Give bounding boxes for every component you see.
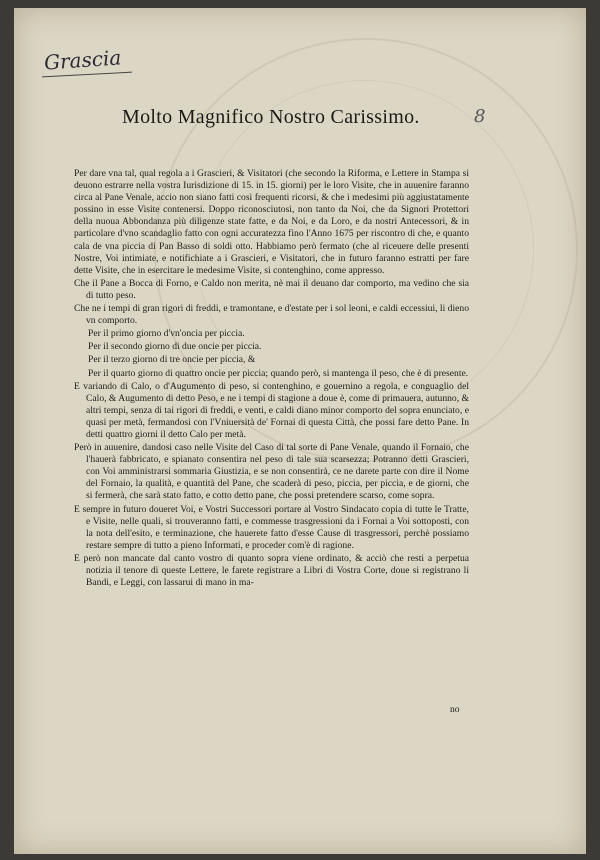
paragraph-5: E però non mancate dal canto vostro di quanto sopra viene ordinato, & acciò che resti a perpetua notizia il tenore di queste Lettere, le farete registrare a Libri di Vostra Corte, doue si registrano li Bandi, e Leggi, con lassarui di mano in ma- [74,552,469,589]
handwritten-signature: Grascia [43,45,122,75]
pencil-mark: 8 [474,106,486,127]
list-item: Per il secondo giorno di due oncie per piccia. [88,341,262,353]
list-item: Per il primo giorno d'vn'oncia per piccia. [88,328,245,340]
paragraph-4: E sempre in futuro doueret Voi, e Vostri Successori portare al Vostro Sindacato copia di tutte le Tratte, e Visite, nelle quali, si trouveranno fatti, e commesse trasgressioni da i Fornai a Voi sottoposti, con la nota dell'esito, e terminazione, che hauerete fatto d'esse Cause di trasgressori, perchè possiamo restare sempre di tutto a pieno Informati, e proceder com'è di ragione. [74,503,469,551]
list-item: Per il terzo giorno di tre oncie per piccia, & [88,354,256,366]
paragraph-3: Però in auuenire, dandosi caso nelle Visite del Caso di tal sorte di Pane Venale, quando il Fornaio, che l'hauerà fabbricato, e spianato consentira nel peso di tale sua scarsezza; Potranno detti Grascieri, con Voi amministrarsi sommaria Giustizia, e se non consentirà, ce ne darete parte con dire il Nome del Fornaio, la qualità, e quantità del Pane, che scaderà di peso, piccia, per piccia, e de giorni, che si fermerà, che sarà stato fatto, e cotto detto pane, che possi pretendere scarso, come sopra. [74,442,469,502]
paragraph-2: E variando di Calo, o d'Augumento di peso, si contenghino, e gouernino a regola, e conguaglio del Calo, & Augumento di detto Peso, e ne i tempi di stagione a doue è, come di primauera, autunno, & altri tempi, senza di tai rigori di freddi, e venti, e caldi diano minor comporto del sopra enunciato, e quasi per metà, fermandosi con l'Vniuersità de' Fornai di questa Città, che possi fare detto Pane. In detti quattro giorni il detto Calo per metà. [74,380,469,440]
document-sheet [14,8,586,854]
paragraph-intro: Per dare vna tal, qual regola a i Grascieri, & Visitatori (che secondo la Riforma, e Lettere in Stampa si deuono estrarre nella vostra Iurisdizione di 15. in 15. giorni) per le loro Visite, che in auuenire faranno circa al Pane Venale, accio non siano fatti così frequenti ricorsi, & che i medesimi più aggiustatamente possino in esse Visite contenersi. Doppo riconosciutosi, non tanto da Noi, che da Signori Protettori della nuoua Abbondanza più diligenze state fatte, e da Noi, e da Loro, e da nostri Antecessori, & in particolare d'vno scandaglio fatto con ogni accuratezza fino l'Anno 1675 per riscontro di che, e quanto cala de vna piccia di Pan Basso di soldi otto. Habbiamo però fermato (che al riceuere delle presenti Nostre, Voi intimiate, e notifichiate a i Grascieri, e Visitatori, che in futuro faranno estratti per fare dette Visite, che in esercitare le medesime Visite, si contenghino, come appresso. [74,168,469,276]
clause-1: Che il Pane a Bocca di Forno, e Caldo non merita, nè mai il deuano dar comporto, ma vedino che sia di tutto peso. [74,277,469,301]
catchword: no [450,704,460,715]
document-body [74,168,469,590]
page-title: Molto Magnifico Nostro Carissimo. [122,106,420,128]
clause-2: Che ne i tempi di gran rigori di freddi, e tramontane, e d'estate per i sol leoni, e caldi eccessiui, li dieno vn comporto. [74,303,469,327]
list-item: Per il quarto giorno di quattro oncie per piccia; quando però, si mantenga il peso, che è di presente. [88,367,469,379]
